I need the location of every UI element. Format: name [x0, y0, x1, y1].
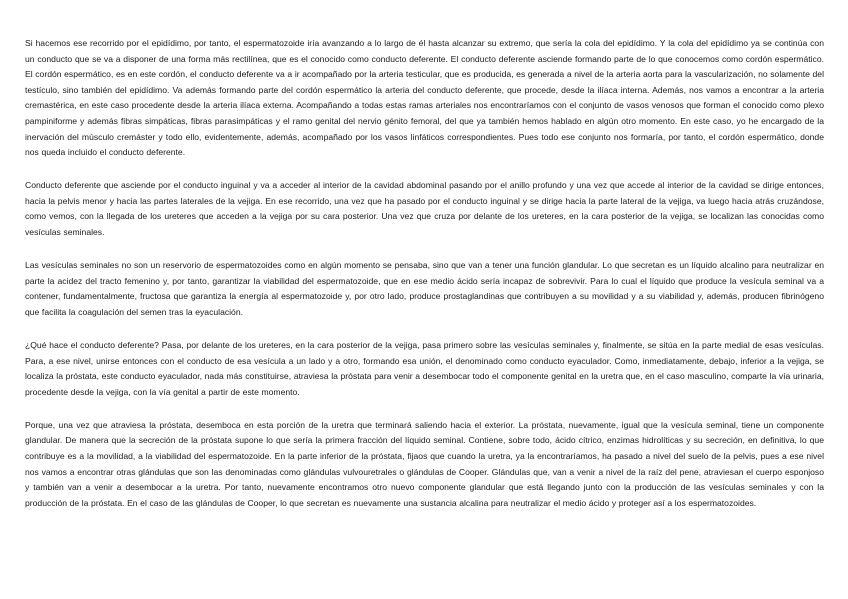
paragraph-conducto-eyaculador: ¿Qué hace el conducto deferente? Pasa, por delante de los ureteres, en la cara posterior de la vejiga, pasa primero sobre las vesículas seminales y, finalmente, se sitúa en la parte medial de esas vesículas. Para, a ese nivel, unirse entonces con el conducto de esa vesícula a un lado y a otro, formando esa unión, el denominado como conducto eyaculador. Como, inmediatamente, debajo, inferior a la vejiga, se localiza la próstata, este conducto eyaculador, nada más constituirse, atraviesa la próstata para venir a desembocar todo el componente genital en la uretra que, en el caso masculino, comparte la vía urinaria, procedente desde la vejiga, con la vía genital a partir de este momento. [25, 340, 824, 397]
document-body [25, 36, 824, 511]
paragraph-prostata-glandulas-cooper: Porque, una vez que atraviesa la próstata, desemboca en esta porción de la uretra que terminará saliendo hacia el exterior. La próstata, nuevamente, igual que la vesícula seminal, tiene un componente glandular. De manera que la secreción de la próstata supone lo que sería la primera fracción del líquido seminal. Contiene, sobre todo, ácido cítrico, enzimas hidrolíticas y su secreción, en definitiva, lo que contribuye es a la movilidad, a la viabilidad del espermatozoide. En la parte inferior de la próstata, fijaos que cuando la uretra, ya la encontraríamos, ha pasado a nivel del suelo de la pelvis, pues a ese nivel nos vamos a encontrar otras glándulas que son las denominadas como glándulas vulvouretrales o glándulas de Cooper. Glándulas que, van a venir a nivel de la raíz del pene, atraviesan el cuerpo esponjoso y también van a venir a desembocar a la uretra. Por tanto, nuevamente encontramos otro nuevo componente glandular que está llegando junto con la producción de las vesículas seminales y con la producción de la próstata. En el caso de las glándulas de Cooper, lo que secretan es nuevamente una sustancia alcalina para neutralizar el medio ácido y proteger así a los espermatozoides. [25, 419, 824, 508]
paragraph-conducto-deferente-recorrido: Conducto deferente que asciende por el conducto inguinal y va a acceder al interior de la cavidad abdominal pasando por el anillo profundo y una vez que accede al interior de la cavidad se dirige entonces, hacia la pelvis menor y hacia las partes laterales de la vejiga. En ese recorrido, una vez que ha pasado por el conducto inguinal y se dirige hacia la parte lateral de la vejiga, va luego hacia atrás cruzándose, como vemos, con la llegada de los ureteres que acceden a la vejiga por su cara posterior. Una vez que cruza por delante de los ureteres, en la cara posterior de la vejiga, se localizan las conocidas como vesículas seminales. [25, 180, 824, 238]
paragraph-vesiculas-seminales: Las vesículas seminales no son un reservorio de espermatozoides como en algún momento se pensaba, sino que van a tener una función glandular. Lo que secretan es un líquido alcalino para neutralizar en parte la acidez del tracto femenino y, por tanto, garantizar la viabilidad del espermatozoide, que en ese medio ácido sería incapaz de sobrevivir. Para lo cual el líquido que produce la vesícula seminal va a contener, fundamentalmente, fructosa que garantiza la energía al espermatozoide y, por otro lado, produce prostaglandinas que contribuyen a su movilidad y a su viabilidad y, además, producen fibrinógeno que facilita la coagulación del semen tras la eyaculación. [25, 260, 824, 317]
paragraph-epididimo-cordon-espermatico: Si hacemos ese recorrido por el epidídimo, por tanto, el espermatozoide iría avanzando a lo largo de él hasta alcanzar su extremo, que sería la cola del epidídimo. Y la cola del epidídimo ya se continúa con un conducto que se va a disponer de una forma más rectilínea, que es el conocido como conducto deferente. El conducto deferente asciende formando parte de lo que conocemos como cordón espermático. El cordón espermático, es en este cordón, el conducto deferente va a ir acompañado por la arteria testicular, que es producida, es generada a nivel de la arteria aorta para la vascularización, no solamente del testículo, sino también del epidídimo. Va además formando parte del cordón espermático la arteria del conducto deferente, que procede, desde la ilíaca interna. Además, nos vamos a encontrar a la arteria cremastérica, en este caso procedente desde la arteria ilíaca externa. Acompañando a todas estas ramas arteriales nos encontraríamos con el conjunto de vasos venosos que forman el conocido como plexo pampiniforme y además fibras simpáticas, fibras parasimpáticas y el ramo genital del nervio génito femoral, del que ya también hemos hablado en algún otro momento. En este caso, yo he encargado de la inervación del músculo cremáster y todo ello, evidentemente, además, acompañado por los vasos linfáticos correspondientes. Pues todo ese conjunto nos formaría, por tanto, el cordón espermático, donde nos queda incluido el conducto deferente. [25, 38, 824, 158]
